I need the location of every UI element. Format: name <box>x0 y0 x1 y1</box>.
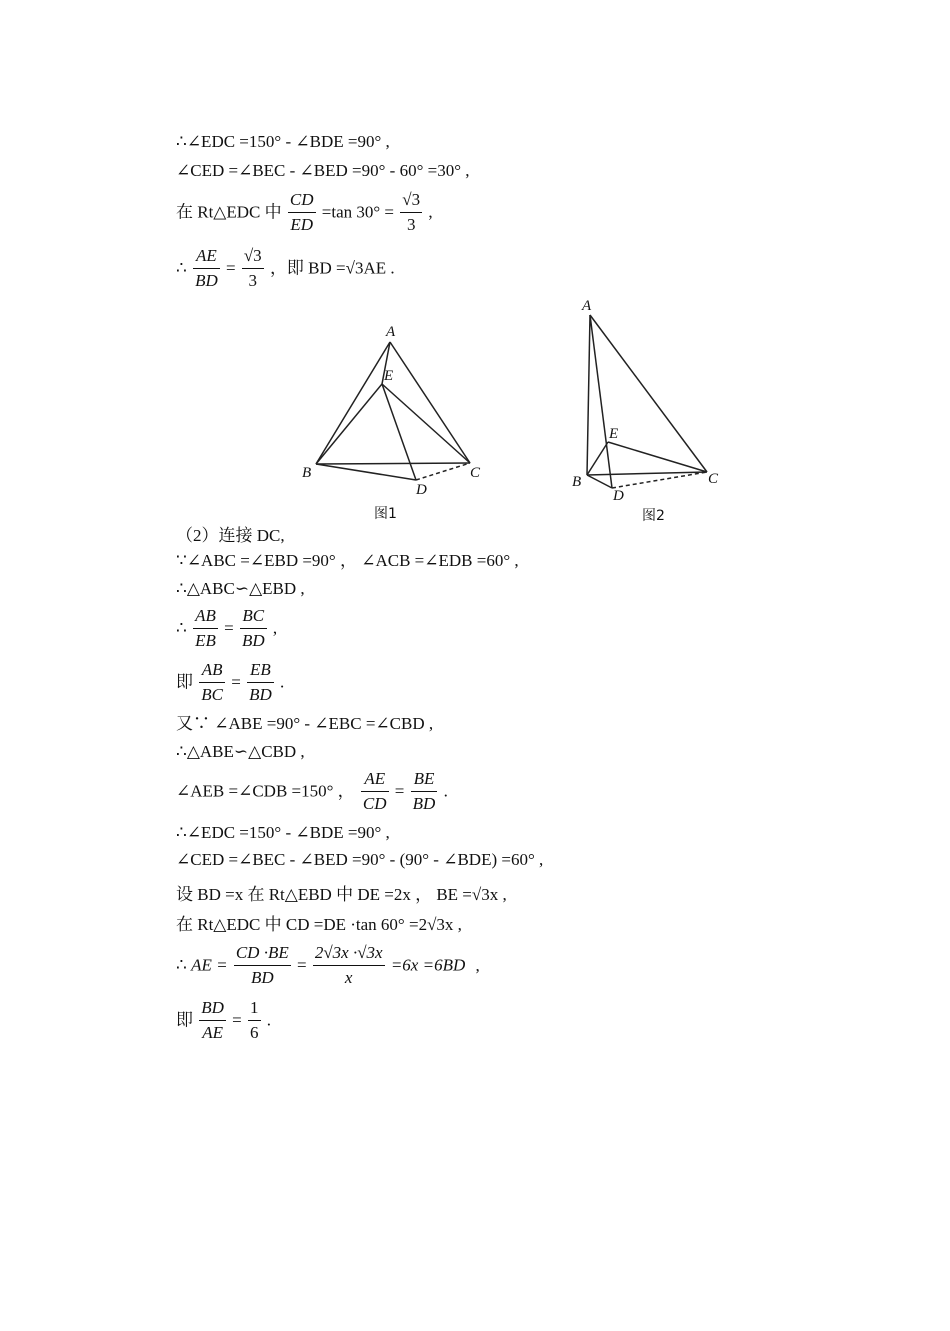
fig1-label-A: A <box>386 324 396 340</box>
line9-numerator: AB <box>199 658 225 683</box>
line4-post: ，即 BD =√3AE . <box>269 258 395 278</box>
line8-r-numerator: BC <box>240 604 267 629</box>
line18-prefix: 即 <box>176 1010 193 1030</box>
line18-post: . <box>266 1010 272 1030</box>
line8-numerator: AB <box>193 604 218 629</box>
line3-denominator: ED <box>290 215 314 234</box>
line4-eq: = <box>226 258 236 278</box>
line12-post: . <box>443 781 448 801</box>
line17-end: , <box>475 955 480 975</box>
fig1-edge-DC-dashed <box>416 463 470 480</box>
proof-line-11: ∴△ABE∽△CBD , <box>176 742 305 761</box>
fig1-label-B: B <box>302 465 312 481</box>
figure1-caption: 图1 <box>374 506 397 522</box>
fig1-label-E: E <box>384 368 394 384</box>
line4-r-denominator: 3 <box>248 271 258 290</box>
fig2-label-D: D <box>613 488 624 504</box>
line17-fraction-right <box>313 941 385 990</box>
proof-line-12 <box>176 767 448 816</box>
fig2-edge-AB <box>587 315 590 475</box>
line18-denominator: AE <box>202 1023 223 1042</box>
line8-post: , <box>272 618 278 638</box>
line4-r-numerator: √3 <box>242 244 264 269</box>
proof-line-1: ∴∠EDC =150° - ∠BDE =90° , <box>176 132 390 151</box>
line4-numerator: AE <box>193 244 220 269</box>
line3-r-numerator: √3 <box>400 188 422 213</box>
line17-r-denominator: x <box>344 968 353 987</box>
line12-fraction-left <box>361 767 389 816</box>
line9-post: . <box>280 672 285 692</box>
line4-denominator: BD <box>195 271 218 290</box>
proof-line-18 <box>176 996 271 1045</box>
line12-eq: = <box>394 781 405 801</box>
figure-1 <box>316 342 470 480</box>
line8-fraction-right <box>240 604 267 653</box>
proof-line-9 <box>176 658 284 707</box>
figures-svg <box>0 0 950 540</box>
proof-line-14: ∠CED =∠BEC - ∠BED =90° - (90° - ∠BDE) =60° , <box>176 850 544 869</box>
proof-line-17 <box>176 941 480 990</box>
fig2-edge-EC <box>608 442 707 472</box>
fig1-edge-AB <box>316 342 390 464</box>
line8-fraction-left <box>193 604 218 653</box>
line3-numerator: CD <box>288 188 316 213</box>
proof-line-15: 设 BD =x 在 Rt△EBD 中 DE =2x ， BE =√3x , <box>176 885 507 904</box>
line9-eq: = <box>231 672 241 692</box>
figure2-caption: 图2 <box>642 508 665 524</box>
line9-fraction-right <box>247 658 274 707</box>
line12-prefix: ∠AEB =∠CDB =150° ， <box>176 781 355 801</box>
fig1-edge-BC <box>316 463 470 464</box>
line18-r-numerator: 1 <box>248 996 261 1021</box>
line17-result: =6x =6BD <box>390 955 466 975</box>
line18-eq: = <box>232 1010 242 1030</box>
fig2-label-C: C <box>708 471 719 487</box>
line17-numerator: CD ·BE <box>234 941 291 966</box>
fig1-label-D: D <box>416 482 427 498</box>
line18-r-denominator: 6 <box>250 1023 259 1042</box>
line9-r-numerator: EB <box>247 658 274 683</box>
line12-r-denominator: BD <box>412 794 436 813</box>
line17-r-numerator: 2√3x ·√3x <box>313 941 385 966</box>
line8-r-denominator: BD <box>241 631 265 650</box>
line9-prefix: 即 <box>176 672 193 692</box>
line4-prefix: ∴ <box>176 258 187 278</box>
line8-prefix: ∴ <box>176 618 187 638</box>
proof-line-6: ∵∠ABC =∠EBD =90° ， ∠ACB =∠EDB =60° , <box>176 551 519 570</box>
line12-r-numerator: BE <box>411 767 438 792</box>
fig2-edge-BD <box>587 475 612 488</box>
line18-fraction-right <box>248 996 261 1045</box>
line9-fraction-left <box>199 658 225 707</box>
line12-denominator: CD <box>362 794 387 813</box>
proof-line-16: 在 Rt△EDC 中 CD =DE ·tan 60° =2√3x , <box>176 915 462 934</box>
fig1-edge-BE <box>316 384 382 464</box>
fig1-label-C: C <box>470 465 481 481</box>
line8-eq: = <box>224 618 234 638</box>
line9-r-denominator: BD <box>249 685 272 704</box>
line17-lhs: AE = <box>191 955 228 975</box>
line8-denominator: EB <box>195 631 216 650</box>
line17-prefix: ∴ <box>176 955 187 975</box>
fig2-label-E: E <box>609 426 619 442</box>
line18-fraction-left <box>199 996 226 1045</box>
line17-fraction-left <box>234 941 291 990</box>
line17-eq: = <box>296 955 307 975</box>
fig2-edge-BE <box>587 442 608 475</box>
line18-numerator: BD <box>199 996 226 1021</box>
figure-2 <box>587 315 707 488</box>
fig2-label-A: A <box>582 298 592 314</box>
line12-numerator: AE <box>361 767 389 792</box>
line9-denominator: BC <box>201 685 223 704</box>
proof-line-7: ∴△ABC∽△EBD , <box>176 579 305 598</box>
proof-line-13: ∴∠EDC =150° - ∠BDE =90° , <box>176 823 390 842</box>
fig1-edge-BD <box>316 464 416 480</box>
line3-prefix: 在 Rt△EDC 中 <box>176 202 282 222</box>
proof-line-10: 又∵ ∠ABE =90° - ∠EBC =∠CBD , <box>176 714 434 733</box>
line17-denominator: BD <box>250 968 274 987</box>
proof-line-5: （2）连接 DC, <box>176 526 285 545</box>
line3-r-denominator: 3 <box>406 215 416 234</box>
line3-post: , <box>428 202 433 222</box>
proof-line-2: ∠CED =∠BEC - ∠BED =90° - 60° =30° , <box>176 161 470 180</box>
line3-middle: =tan 30° = <box>321 202 395 222</box>
fig2-label-B: B <box>572 474 582 490</box>
line12-fraction-right <box>411 767 438 816</box>
proof-line-8 <box>176 604 277 653</box>
